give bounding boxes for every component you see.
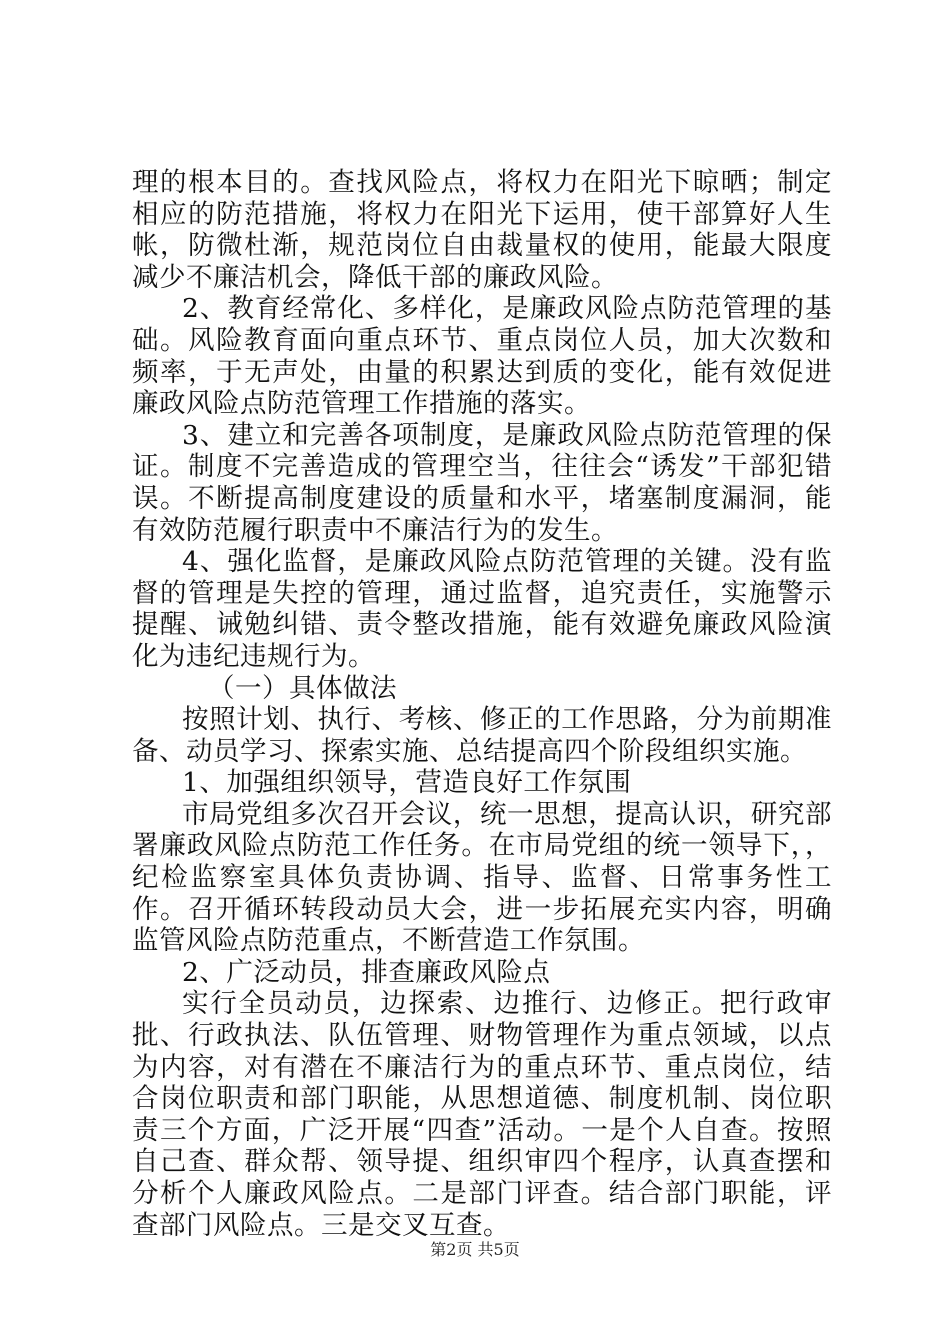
section-heading: （一）具体做法	[208, 672, 397, 704]
paragraph-point-2: 2、教育经常化、多样化，是廉政风险点防范管理的基础。风险教育面向重点环节、重点岗位人员，加大次数和频率，于无声处，由量的积累达到质的变化，能有效促进廉政风险点防范管理工作措施的落实。	[132, 293, 832, 420]
document-body	[132, 167, 832, 1241]
paragraph-point-4: 4、强化监督，是廉政风险点防范管理的关键。没有监督的管理是失控的管理，通过监督，追究责任，实施警示提醒、诫勉纠错、责令整改措施，能有效避免廉政风险演化为违纪违规行为。	[132, 546, 832, 672]
subheading-1: 1、加强组织领导，营造良好工作氛围	[182, 767, 632, 799]
paragraph-point-3: 3、建立和完善各项制度，是廉政风险点防范管理的保证。制度不完善造成的管理空当，往往会“诱发”干部犯错误。不断提高制度建设的质量和水平，堵塞制度漏洞，能有效防范履行职责中不廉洁行为的发生。	[132, 419, 832, 546]
subheading-2: 2、广泛动员，排查廉政风险点	[182, 956, 551, 988]
paragraph-continuation: 理的根本目的。查找风险点，将权力在阳光下晾晒；制定相应的防范措施，将权力在阳光下运用，使干部算好人生帐，防微杜渐，规范岗位自由裁量权的使用，能最大限度减少不廉洁机会，降低干部的廉政风险。	[132, 167, 832, 293]
page-number-footer: 第2页 共5页	[430, 1240, 520, 1259]
paragraph-mobilization: 实行全员动员，边探索、边推行、边修正。把行政审批、行政执法、队伍管理、财物管理作为重点领域，以点为内容，对有潜在不廉洁行为的重点环节、重点岗位，结合岗位职责和部门职能，从思想道德、制度机制、岗位职责三个方面，广泛开展“四查”活动。一是个人自查。按照自己查、群众帮、领导提、组织审四个程序，认真查摆和分析个人廉政风险点。二是部门评查。结合部门职能，评查部门风险点。三是交叉互查。	[132, 988, 832, 1241]
paragraph-leadership: 市局党组多次召开会议，统一思想，提高认识，研究部署廉政风险点防范工作任务。在市局党组的统一领导下，，纪检监察室具体负责协调、指导、监督、日常事务性工作。召开循环转段动员大会，进一步拓展充实内容，明确监管风险点防范重点，不断营造工作氛围。	[132, 798, 832, 957]
paragraph-approach: 按照计划、执行、考核、修正的工作思路，分为前期准备、动员学习、探索实施、总结提高四个阶段组织实施。	[132, 704, 832, 767]
